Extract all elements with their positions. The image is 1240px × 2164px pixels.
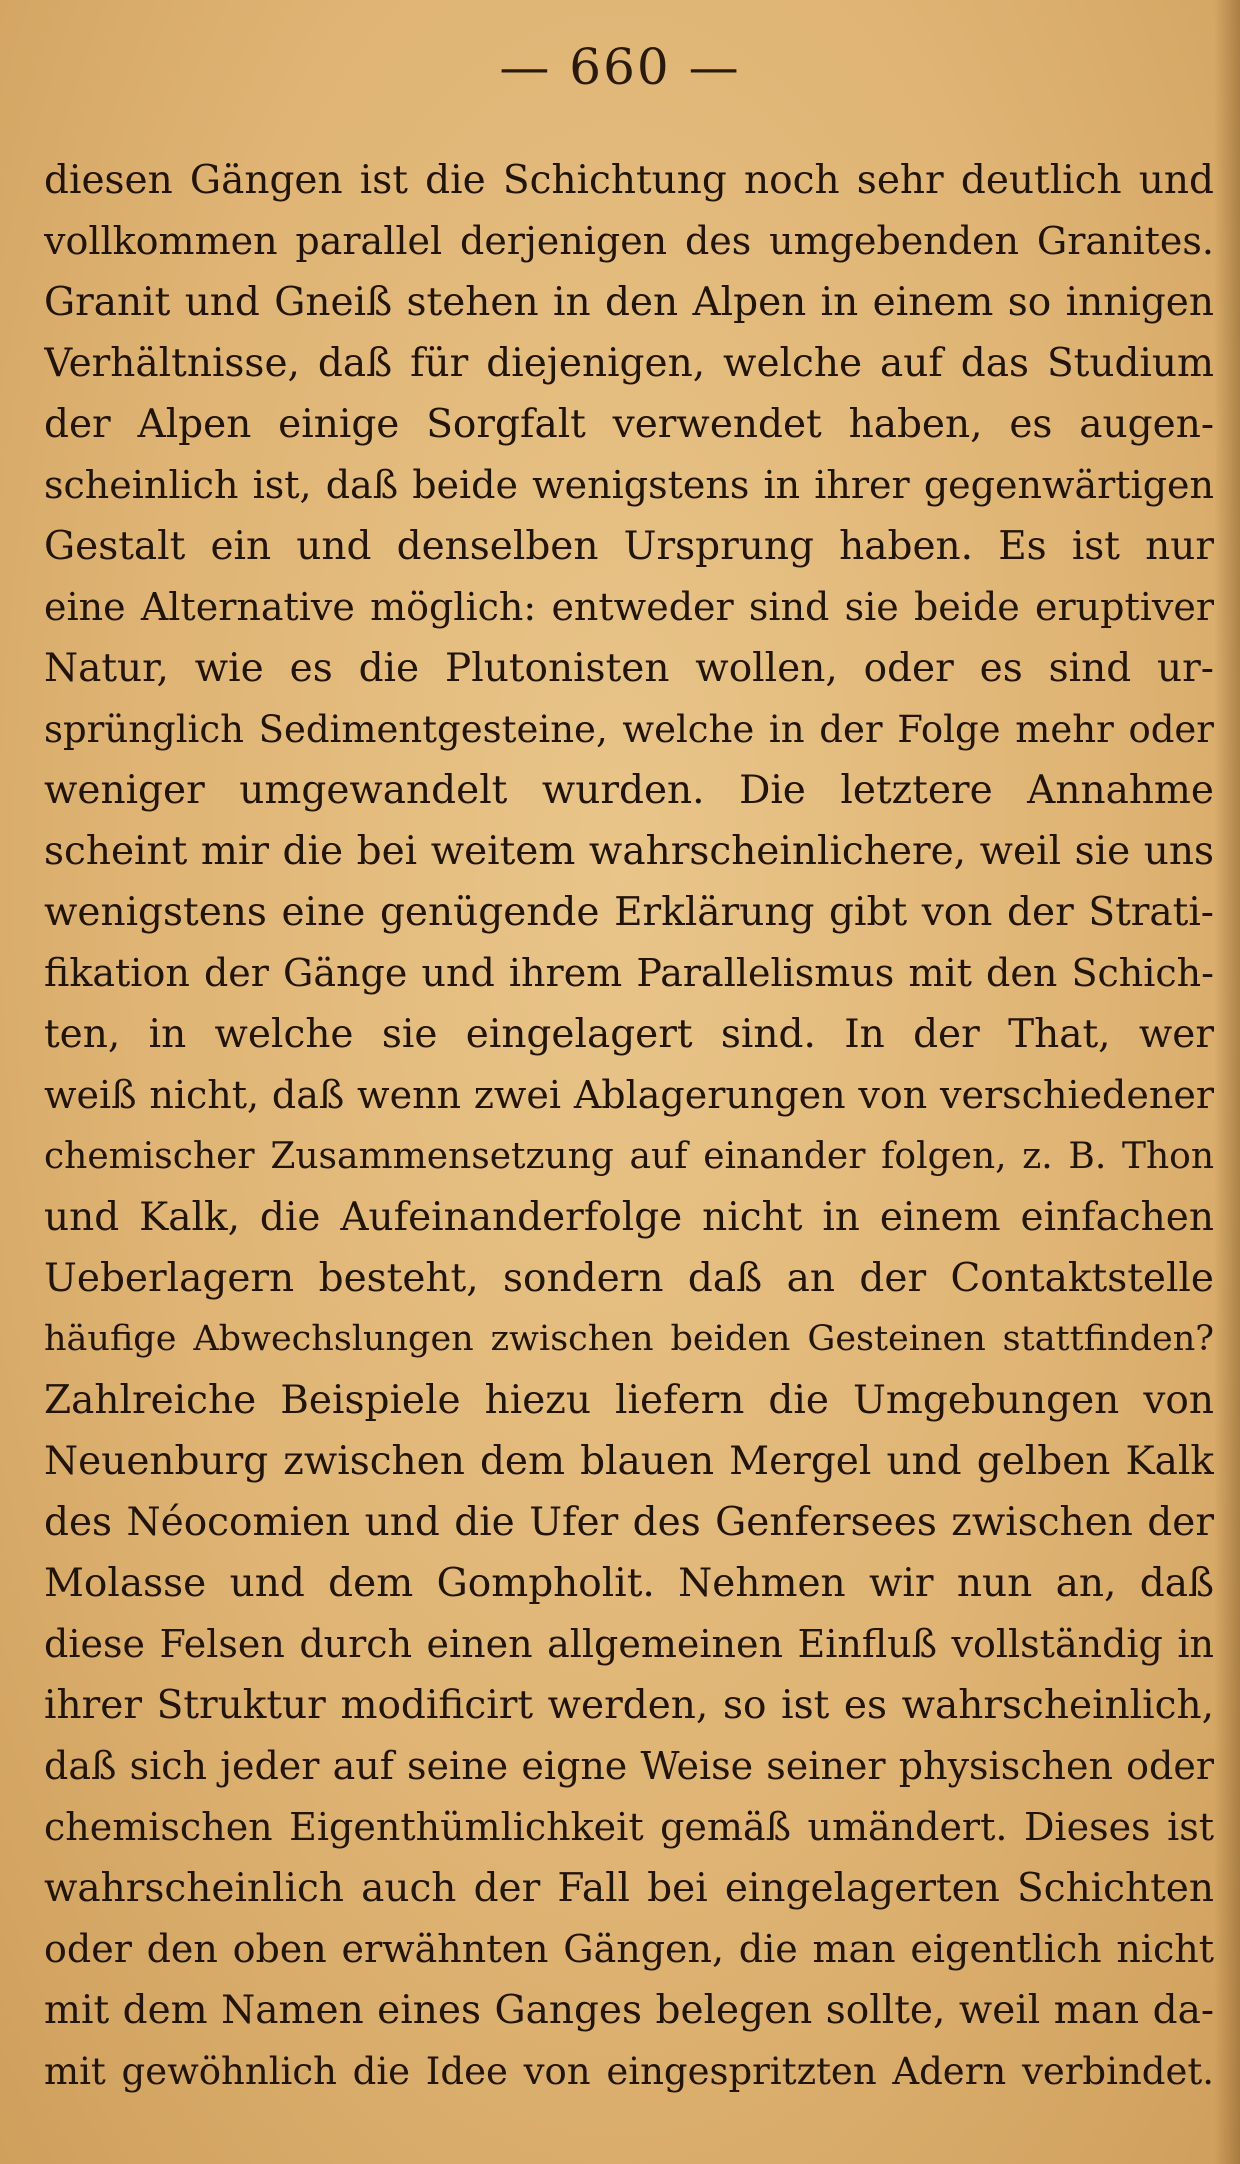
text-line: vollkommen parallel derjenigen des umgebenden Granites. [44,219,1214,263]
page-number: — 660 — [499,38,741,96]
text-line: der Alpen einige Sorgfalt verwendet haben, es augen- [44,402,1214,447]
text-line: Neuenburg zwischen dem blauen Mergel und gelben Kalk [44,1439,1214,1484]
text-line: wenigstens eine genügende Erklärung gibt von der Strati- [44,890,1214,935]
text-line: und Kalk, die Aufeinanderfolge nicht in einem einfachen [44,1195,1214,1240]
text-line: fikation der Gänge und ihrem Parallelismus mit den Schich- [44,951,1214,995]
text-line: scheint mir die bei weitem wahrscheinlichere, weil sie uns [44,829,1214,874]
text-line: Natur, wie es die Plutonisten wollen, oder es sind ur- [44,646,1214,691]
text-line: Granit und Gneiß stehen in den Alpen in einem so innigen [44,280,1214,325]
text-line: daß sich jeder auf seine eigne Weise seiner physischen oder [44,1744,1214,1788]
text-body [44,150,1214,2102]
text-line: chemischen Eigenthümlichkeit gemäß umändert. Dieses ist [44,1805,1214,1849]
text-line: Molasse und dem Gompholit. Nehmen wir nun an, daß [44,1561,1214,1606]
text-line: oder den oben erwähnten Gängen, die man eigentlich nicht [44,1927,1214,1971]
text-line: Zahlreiche Beispiele hiezu liefern die Umgebungen von [44,1378,1214,1423]
text-line: ihrer Struktur modificirt werden, so ist es wahrscheinlich, [44,1683,1214,1728]
text-line: des Néocomien und die Ufer des Genfersees zwischen der [44,1500,1214,1545]
text-line: weiß nicht, daß wenn zwei Ablagerungen von verschiedener [44,1073,1214,1117]
text-line: Verhältnisse, daß für diejenigen, welche auf das Studium [44,341,1214,386]
text-line: sprünglich Sedimentgesteine, welche in der Folge mehr oder [44,708,1214,751]
text-line: chemischer Zusammensetzung auf einander folgen, z. B. Thon [44,1136,1214,1177]
text-line: Ueberlagern besteht, sondern daß an der Contaktstelle [44,1256,1214,1301]
text-line: wahrscheinlich auch der Fall bei eingelagerten Schichten [44,1866,1214,1911]
text-line: eine Alternative möglich: entweder sind sie beide eruptiver [44,585,1214,629]
text-line: mit gewöhnlich die Idee von eingespritzten Adern verbindet. [44,2050,1214,2093]
page-edge-shadow [1214,0,1240,2164]
text-line: mit dem Namen eines Ganges belegen sollte, weil man da- [44,1988,1214,2033]
text-line: ten, in welche sie eingelagert sind. In der That, wer [44,1012,1214,1057]
text-line: weniger umgewandelt wurden. Die letztere Annahme [44,768,1214,813]
text-line: häufige Abwechslungen zwischen beiden Gesteinen stattfinden? [44,1319,1214,1359]
text-line: diesen Gängen ist die Schichtung noch sehr deutlich und [44,158,1214,203]
text-line: scheinlich ist, daß beide wenigstens in ihrer gegenwärtigen [44,463,1214,507]
text-line: Gestalt ein und denselben Ursprung haben. Es ist nur [44,524,1214,569]
text-line: diese Felsen durch einen allgemeinen Einfluß vollständig in [44,1622,1214,1666]
